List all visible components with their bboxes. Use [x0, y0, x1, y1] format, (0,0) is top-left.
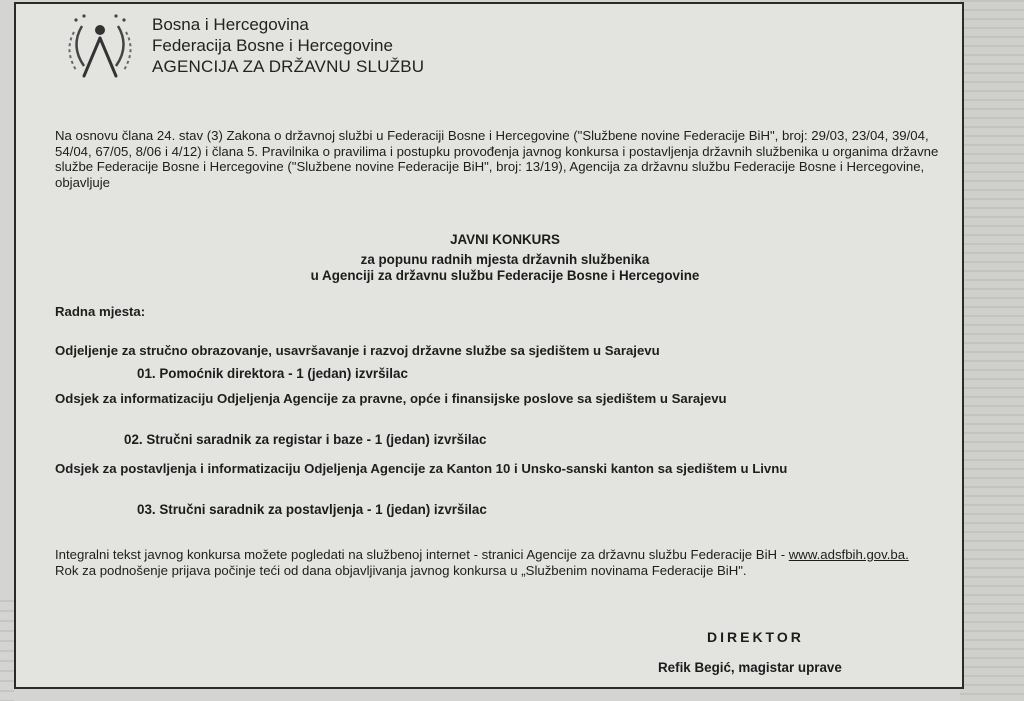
intro-paragraph: Na osnovu člana 24. stav (3) Zakona o državnoj službi u Federaciji Bosne i Hercegovine ("Službene novine Federacije BiH", broj: 29/03, 23/04, 39/04, 54/04, 67/05, 8/06 i 4/12) i člana 5. Pravilnika o pravilima i postupku provođenja javnog konkursa i postavljenja državnih službenika u organima državne službe Federacije Bosne i Hercegovine ("Službene novine Federacije BiH", broj: 13/19), Agencija za državnu službu Federacije Bosne i Hercegovine, objavljuje: [55, 128, 939, 190]
footer-paragraph: [55, 547, 955, 578]
adjacent-page-bleed-left: [0, 600, 14, 701]
public-notice: [14, 2, 964, 689]
position-2: 02. Stručni saradnik za registar i baze - 1 (jedan) izvršilac: [124, 432, 487, 447]
position-1: 01. Pomoćnik direktora - 1 (jedan) izvršilac: [137, 366, 408, 381]
header-federation: Federacija Bosne i Hercegovine: [152, 36, 393, 55]
adjacent-page-bleed: [960, 0, 1024, 701]
issuer-header: [152, 14, 424, 77]
header-agency: AGENCIJA ZA DRŽAVNU SLUŽBU: [152, 57, 425, 76]
signature-role: DIREKTOR: [707, 629, 804, 645]
notice-subtitle-1: za popunu radnih mjesta državnih službenika: [360, 252, 650, 267]
section-unit-3: Odsjek za postavljenja i informatizaciju Odjeljenja Agencije za Kanton 10 i Unsko-sanski kanton sa sjedištem u Livnu: [55, 461, 788, 476]
agency-logo-icon: [60, 8, 140, 82]
position-3: 03. Stručni saradnik za postavljenja - 1 (jedan) izvršilac: [137, 502, 487, 517]
notice-title: JAVNI KONKURS: [450, 232, 560, 247]
positions-heading: Radna mjesta:: [55, 304, 146, 319]
section-unit-2: Odsjek za informatizaciju Odjeljenja Agencije za pravne, opće i finansijske poslove sa sjedištem u Sarajevu: [55, 391, 727, 406]
agency-website-link[interactable]: www.adsfbih.gov.ba.: [788, 547, 909, 562]
section-unit-1: Odjeljenje za stručno obrazovanje, usavršavanje i razvoj državne službe sa sjedištem u Sarajevu: [55, 343, 660, 358]
signature-name: Refik Begić, magistar uprave: [658, 660, 842, 675]
notice-subtitle-2: u Agenciji za državnu službu Federacije Bosne i Hercegovine: [310, 268, 700, 283]
header-country: Bosna i Hercegovina: [152, 15, 309, 34]
footer-text-1: Integralni tekst javnog konkursa možete pogledati na službenoj internet - stranici Agencije za državnu službu Federacije BiH -: [55, 547, 786, 562]
footer-text-2: Rok za podnošenje prijava počinje teći od dana objavljivanja javnog konkursa u „Službenim novinama Federacije BiH".: [55, 562, 747, 578]
